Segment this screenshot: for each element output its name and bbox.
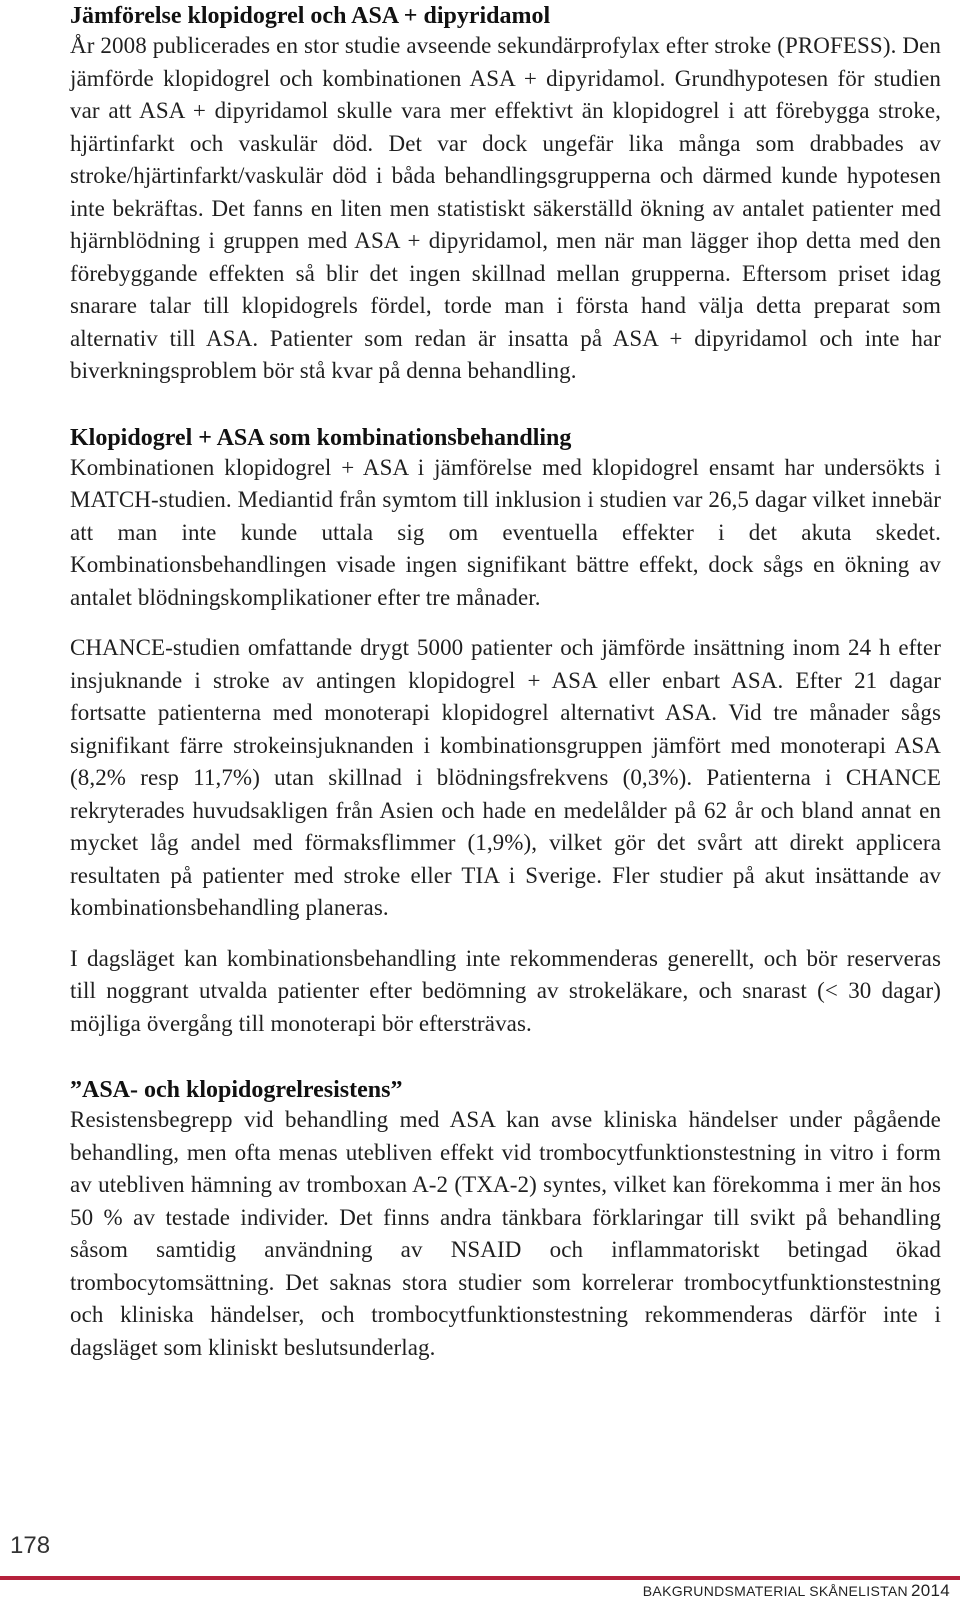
- section-heading: Jämförelse klopidogrel och ASA + dipyridamol: [70, 3, 551, 29]
- section-profess: [70, 0, 941, 388]
- body-paragraph: Resistensbegrepp vid behandling med ASA kan avse kliniska händelser under pågående behandling, men ofta menas utebliven effekt vid trombocytfunktionstestning in vitro i form av utebliven hämning av tromboxan A-2 (TXA-2) syntes, vilket kan förekomma i mer än hos 50 % av testade individer. Det finns andra tänkbara förklaringar till svikt på behandling såsom samtidig användning av NSAID och inflammatoriskt betingad ökad trombocytomsättning. Det saknas stora studier som korrelerar trombocytfunktionstestning och kliniska händelser, och trombocytfunktionstestning rekommenderas därför inte i dagsläget som kliniskt beslutsunderlag.: [70, 1107, 941, 1360]
- section-heading: Klopidogrel + ASA som kombinationsbehandling: [70, 424, 572, 451]
- body-paragraph: År 2008 publicerades en stor studie avseende sekundärprofylax efter stroke (PROFESS). Den jämförde klopidogrel och kombinationen ASA + dipyridamol. Grundhypotesen för studien var att ASA + dipyridamol skulle vara mer effektivt än klopidogrel i att förebygga stroke, hjärtinfarkt och vaskulär död. Det var dock ungefär lika många som drabbades av stroke/hjärtinfarkt/vaskulär död i båda behandlingsgrupperna och därmed kunde hypotesen inte bekräftas. Det fanns en liten men statistiskt säkerställd ökning av antalet patienter med hjärnblödning i gruppen med ASA + dipyridamol, men när man lägger ihop detta med den förebyggande effekten så blir det ingen skillnad mellan grupperna. Eftersom priset idag snarare talar till klopidogrels fördel, torde man i första hand välja detta preparat som alternativ till ASA. Patienter som redan är insatta på ASA + dipyridamol och inte har biverkningsproblem bör stå kvar på denna behandling.: [70, 33, 941, 383]
- footer-year: 2014: [910, 1581, 950, 1600]
- body-paragraph: Kombinationen klopidogrel + ASA i jämförelse med klopidogrel ensamt har undersökts i MATCH-studien. Mediantid från symtom till inklusion i studien var 26,5 dagar vilket innebär att man inte kunde uttala sig om eventuella effekter i det akuta skedet. Kombinationsbehandlingen visade ingen signifikant bättre effekt, dock sågs en ökning av antalet blödningskomplikationer efter tre månader.: [70, 454, 941, 610]
- footer: [643, 1581, 950, 1601]
- body-paragraph: I dagsläget kan kombinationsbehandling inte rekommenderas generellt, och bör reserveras till noggrant utvalda patienter efter bedömning av strokeläkare, och snarast (< 30 dagar) möjliga övergång till monoterapi bör eftersträvas.: [70, 945, 941, 1036]
- section-resistance: [70, 1076, 941, 1364]
- body-paragraph: CHANCE-studien omfattande drygt 5000 patienter och jämförde insättning inom 24 h efter insjuknande i stroke av antingen klopidogrel + ASA eller enbart ASA. Efter 21 dagar fortsatte patienterna med monoterapi klopidogrel alternativt ASA. Vid tre månader sågs signifikant färre strokeinsjuknanden i kombinationsgruppen jämfört med monoterapi ASA (8,2% resp 11,7%) utan skillnad i blödningsfrekvens (0,3%). Patienterna i CHANCE rekryterades huvudsakligen från Asien och hade en medelålder på 62 år och bland annat en mycket låg andel med förmaksflimmer (1,9%), vilket gör det svårt att direkt applicera resultaten på patienter med stroke eller TIA i Sverige. Fler studier på akut insättande av kombinationsbehandling planeras.: [70, 635, 941, 920]
- page-number: 178: [10, 1532, 51, 1559]
- section-combination-therapy: [70, 424, 941, 1041]
- section-heading: ”ASA- och klopidogrelresistens”: [70, 1077, 403, 1103]
- document-body: [70, 0, 941, 1364]
- footer-title: BAKGRUNDSMATERIAL SKÅNELISTAN: [642, 1583, 908, 1599]
- footer-rule: [0, 1576, 960, 1580]
